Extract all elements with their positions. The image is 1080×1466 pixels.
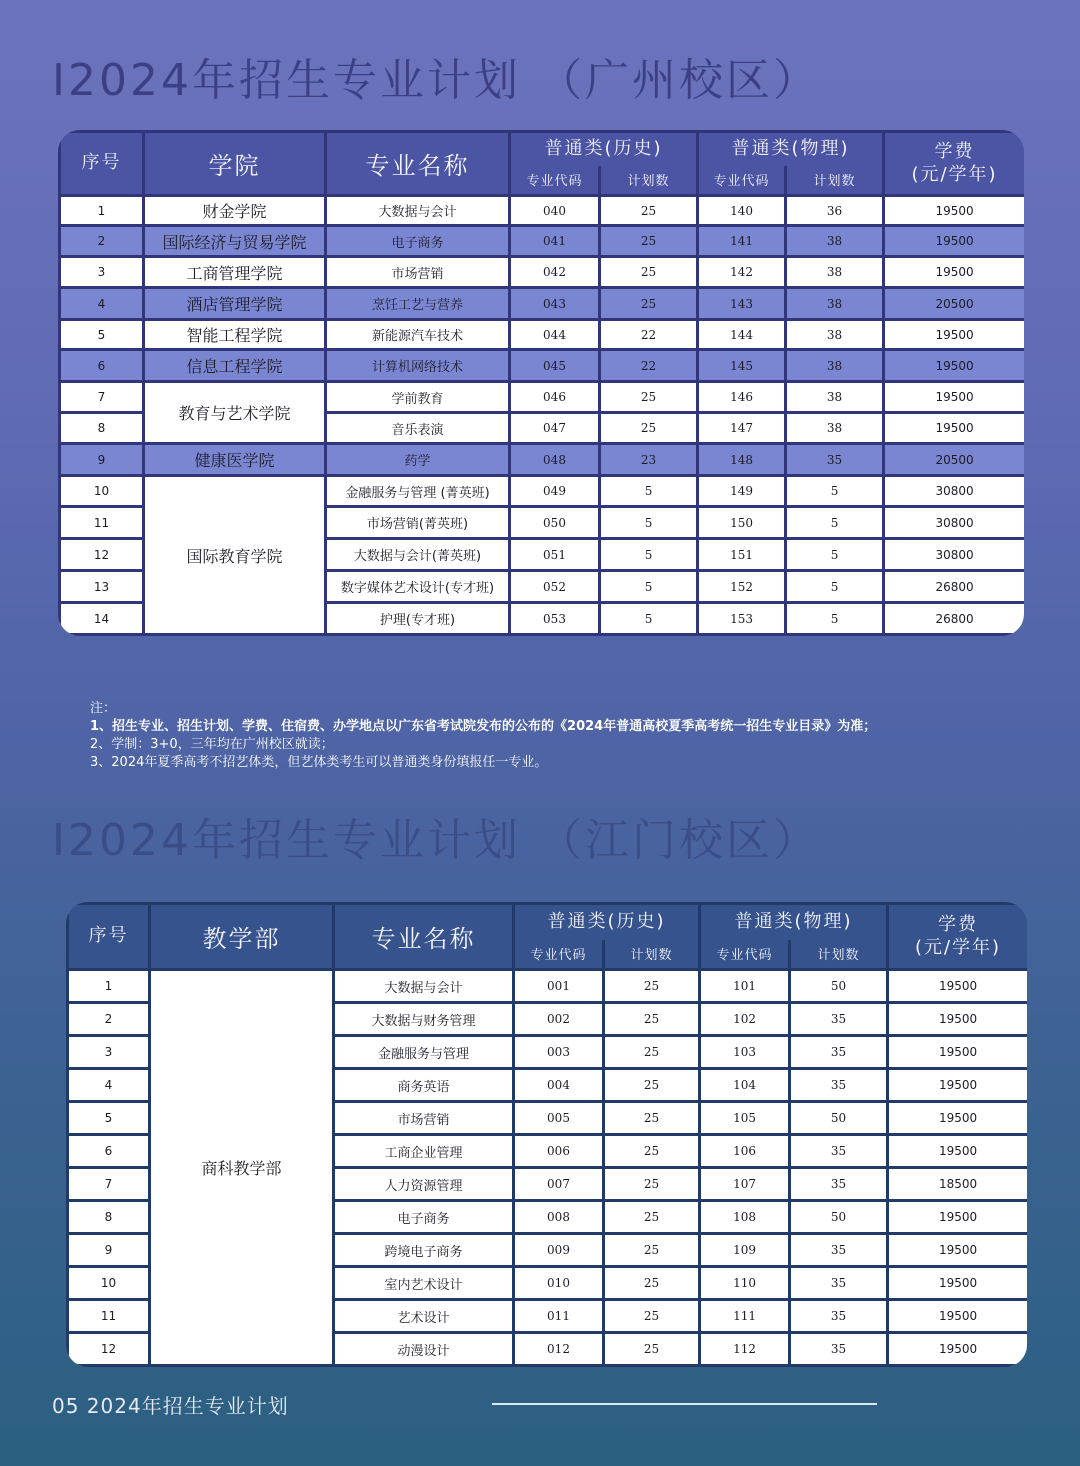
physics-code: 101 [700,970,790,1003]
table-row [60,257,1025,288]
header-physics: 普通类(物理) [698,132,884,166]
notes [90,700,1050,772]
physics-code: 145 [698,350,786,382]
table-row [60,444,1025,476]
physics-code: 141 [698,226,786,257]
history-code: 044 [510,320,600,350]
jm-header-fee-line1: 学费 [938,914,979,935]
row-index: 7 [60,382,144,413]
physics-code: 148 [698,444,786,476]
history-code: 053 [510,603,600,635]
tuition-fee: 26800 [884,571,1024,603]
table-row [60,476,1025,507]
physics-code: 143 [698,288,786,320]
history-plan: 25 [604,1003,700,1036]
history-plan: 23 [600,444,698,476]
physics-code: 108 [700,1201,790,1234]
history-code: 041 [510,226,600,257]
college-name: 国际教育学院 [144,476,326,635]
physics-plan: 50 [790,970,888,1003]
tuition-fee: 30800 [884,507,1024,539]
tuition-fee: 19500 [884,382,1024,413]
physics-plan: 5 [786,571,884,603]
history-plan: 25 [604,1036,700,1069]
major-name: 商务英语 [334,1069,514,1102]
major-name: 电子商务 [334,1201,514,1234]
tuition-fee: 19500 [888,1333,1027,1366]
tuition-fee: 19500 [888,1300,1027,1333]
row-index: 4 [68,1069,150,1102]
header-history-plan: 计划数 [600,166,698,196]
tuition-fee: 19500 [888,1135,1027,1168]
row-index: 11 [68,1300,150,1333]
history-plan: 25 [600,196,698,226]
physics-code: 106 [700,1135,790,1168]
tuition-fee: 19500 [888,1201,1027,1234]
tuition-fee: 19500 [888,1102,1027,1135]
physics-code: 140 [698,196,786,226]
major-name: 大数据与财务管理 [334,1003,514,1036]
physics-plan: 35 [790,1168,888,1201]
row-index: 6 [68,1135,150,1168]
history-code: 007 [514,1168,604,1201]
history-code: 045 [510,350,600,382]
header-physics-plan: 计划数 [786,166,884,196]
history-plan: 25 [604,1102,700,1135]
row-index: 10 [68,1267,150,1300]
physics-code: 107 [700,1168,790,1201]
history-plan: 25 [604,1135,700,1168]
row-index: 12 [68,1333,150,1366]
major-name: 药学 [326,444,510,476]
physics-plan: 35 [790,1267,888,1300]
major-name: 市场营销 [334,1102,514,1135]
physics-code: 151 [698,539,786,571]
jm-header-fee [888,904,1027,970]
physics-code: 152 [698,571,786,603]
history-plan: 25 [600,413,698,444]
physics-code: 147 [698,413,786,444]
row-index: 5 [68,1102,150,1135]
history-plan: 25 [600,257,698,288]
major-name: 艺术设计 [334,1300,514,1333]
history-plan: 22 [600,320,698,350]
jm-header-physics: 普通类(物理) [700,904,888,940]
physics-plan: 38 [786,288,884,320]
row-index: 8 [68,1201,150,1234]
history-code: 010 [514,1267,604,1300]
physics-plan: 38 [786,413,884,444]
table-row [60,226,1025,257]
history-code: 042 [510,257,600,288]
table-row [60,350,1025,382]
major-name: 学前教育 [326,382,510,413]
history-code: 049 [510,476,600,507]
row-index: 6 [60,350,144,382]
tuition-fee: 19500 [884,413,1024,444]
physics-plan: 35 [790,1300,888,1333]
jm-header-fee-line2: (元/学年) [914,936,1002,958]
table-row [60,196,1025,226]
history-code: 046 [510,382,600,413]
history-code: 003 [514,1036,604,1069]
major-name: 音乐表演 [326,413,510,444]
tuition-fee: 19500 [888,970,1027,1003]
row-index: 8 [60,413,144,444]
header-fee-line1: 学费 [934,141,975,162]
tuition-fee: 19500 [888,1069,1027,1102]
tuition-fee: 19500 [888,1267,1027,1300]
physics-plan: 38 [786,350,884,382]
major-name: 金融服务与管理 (菁英班) [326,476,510,507]
physics-plan: 50 [790,1102,888,1135]
row-index: 13 [60,571,144,603]
history-plan: 25 [604,970,700,1003]
physics-plan: 5 [786,507,884,539]
history-code: 004 [514,1069,604,1102]
history-plan: 5 [600,603,698,635]
history-code: 005 [514,1102,604,1135]
footer-divider [492,1403,877,1405]
history-plan: 25 [600,382,698,413]
physics-code: 105 [700,1102,790,1135]
major-name: 护理(专才班) [326,603,510,635]
physics-plan: 50 [790,1201,888,1234]
jm-header-physics-plan: 计划数 [790,940,888,970]
header-physics-code: 专业代码 [698,166,786,196]
guangzhou-plan-table [58,130,1024,636]
physics-plan: 35 [790,1234,888,1267]
college-name: 工商管理学院 [144,257,326,288]
note-1: 1、招生专业、招生计划、学费、住宿费、办学地点以广东省考试院发布的公布的《2024年普通高校夏季高考统一招生专业目录》为准； [90,719,877,734]
history-plan: 25 [604,1168,700,1201]
physics-code: 144 [698,320,786,350]
row-index: 1 [60,196,144,226]
guangzhou-title: I2024年招生专业计划 （广州校区） [52,55,820,106]
physics-plan: 35 [790,1333,888,1366]
history-plan: 25 [604,1201,700,1234]
jm-header-history-plan: 计划数 [604,940,700,970]
physics-plan: 5 [786,476,884,507]
physics-plan: 38 [786,382,884,413]
major-name: 烹饪工艺与营养 [326,288,510,320]
history-code: 008 [514,1201,604,1234]
jm-header-history-code: 专业代码 [514,940,604,970]
header-index: 序号 [60,132,144,196]
history-plan: 5 [600,507,698,539]
jiangmen-plan-table [66,902,1027,1367]
jm-header-physics-code: 专业代码 [700,940,790,970]
header-history: 普通类(历史) [510,132,698,166]
header-fee-line2: (元/学年) [911,163,998,185]
tuition-fee: 19500 [884,320,1024,350]
major-name: 数字媒体艺术设计(专才班) [326,571,510,603]
history-plan: 25 [600,288,698,320]
row-index: 3 [68,1036,150,1069]
physics-code: 111 [700,1300,790,1333]
physics-plan: 38 [786,226,884,257]
tuition-fee: 19500 [884,196,1024,226]
college-name: 教育与艺术学院 [144,382,326,444]
physics-plan: 38 [786,320,884,350]
history-plan: 25 [600,226,698,257]
physics-plan: 35 [790,1036,888,1069]
row-index: 3 [60,257,144,288]
history-plan: 25 [604,1300,700,1333]
physics-code: 150 [698,507,786,539]
note-3: 3、2024年夏季高考不招艺体类，但艺体类考生可以普通类身份填报任一专业。 [90,755,548,770]
college-name: 智能工程学院 [144,320,326,350]
note-2: 2、学制：3+0，三年均在广州校区就读； [90,737,334,752]
jm-header-history: 普通类(历史) [514,904,700,940]
row-index: 2 [68,1003,150,1036]
footer-page-label: 05 2024年招生专业计划 [52,1394,289,1418]
history-plan: 25 [604,1333,700,1366]
table-row [68,970,1028,1003]
tuition-fee: 30800 [884,539,1024,571]
major-name: 工商企业管理 [334,1135,514,1168]
row-index: 14 [60,603,144,635]
jm-header-major: 专业名称 [334,904,514,970]
tuition-fee: 19500 [888,1003,1027,1036]
physics-code: 153 [698,603,786,635]
tuition-fee: 19500 [888,1234,1027,1267]
row-index: 7 [68,1168,150,1201]
physics-plan: 35 [790,1069,888,1102]
major-name: 市场营销(菁英班) [326,507,510,539]
history-plan: 25 [604,1069,700,1102]
tuition-fee: 19500 [884,350,1024,382]
major-name: 新能源汽车技术 [326,320,510,350]
history-code: 009 [514,1234,604,1267]
major-name: 市场营销 [326,257,510,288]
notes-heading: 注： [90,701,117,716]
tuition-fee: 19500 [888,1036,1027,1069]
history-code: 011 [514,1300,604,1333]
physics-plan: 35 [786,444,884,476]
row-index: 12 [60,539,144,571]
jm-header-dept: 教学部 [150,904,334,970]
physics-code: 102 [700,1003,790,1036]
physics-plan: 36 [786,196,884,226]
history-plan: 22 [600,350,698,382]
physics-plan: 5 [786,539,884,571]
table-row [60,320,1025,350]
major-name: 金融服务与管理 [334,1036,514,1069]
physics-code: 146 [698,382,786,413]
major-name: 电子商务 [326,226,510,257]
row-index: 2 [60,226,144,257]
tuition-fee: 20500 [884,288,1024,320]
history-plan: 5 [600,476,698,507]
major-name: 大数据与会计 [334,970,514,1003]
history-code: 006 [514,1135,604,1168]
history-code: 051 [510,539,600,571]
college-name: 健康医学院 [144,444,326,476]
major-name: 大数据与会计(菁英班) [326,539,510,571]
major-name: 室内艺术设计 [334,1267,514,1300]
history-plan: 5 [600,539,698,571]
header-college: 学院 [144,132,326,196]
dept-name: 商科教学部 [150,970,334,1366]
major-name: 动漫设计 [334,1333,514,1366]
major-name: 跨境电子商务 [334,1234,514,1267]
row-index: 1 [68,970,150,1003]
header-major: 专业名称 [326,132,510,196]
tuition-fee: 18500 [888,1168,1027,1201]
jm-header-index: 序号 [68,904,150,970]
header-history-code: 专业代码 [510,166,600,196]
history-code: 040 [510,196,600,226]
physics-code: 104 [700,1069,790,1102]
physics-code: 112 [700,1333,790,1366]
history-code: 052 [510,571,600,603]
physics-plan: 35 [790,1003,888,1036]
history-plan: 25 [604,1267,700,1300]
history-code: 001 [514,970,604,1003]
major-name: 大数据与会计 [326,196,510,226]
row-index: 10 [60,476,144,507]
history-code: 048 [510,444,600,476]
physics-code: 110 [700,1267,790,1300]
table-row [60,288,1025,320]
history-code: 050 [510,507,600,539]
major-name: 计算机网络技术 [326,350,510,382]
physics-plan: 5 [786,603,884,635]
tuition-fee: 26800 [884,603,1024,635]
physics-plan: 35 [790,1135,888,1168]
tuition-fee: 30800 [884,476,1024,507]
row-index: 9 [60,444,144,476]
tuition-fee: 19500 [884,257,1024,288]
header-fee [884,132,1024,196]
college-name: 酒店管理学院 [144,288,326,320]
major-name: 人力资源管理 [334,1168,514,1201]
college-name: 信息工程学院 [144,350,326,382]
physics-plan: 38 [786,257,884,288]
history-plan: 25 [604,1234,700,1267]
tuition-fee: 19500 [884,226,1024,257]
physics-code: 142 [698,257,786,288]
row-index: 5 [60,320,144,350]
row-index: 4 [60,288,144,320]
history-code: 002 [514,1003,604,1036]
college-name: 国际经济与贸易学院 [144,226,326,257]
physics-code: 149 [698,476,786,507]
jiangmen-title: I2024年招生专业计划 （江门校区） [52,815,820,866]
history-code: 047 [510,413,600,444]
history-code: 043 [510,288,600,320]
table-row [60,382,1025,413]
college-name: 财金学院 [144,196,326,226]
row-index: 11 [60,507,144,539]
row-index: 9 [68,1234,150,1267]
tuition-fee: 20500 [884,444,1024,476]
physics-code: 103 [700,1036,790,1069]
history-plan: 5 [600,571,698,603]
history-code: 012 [514,1333,604,1366]
physics-code: 109 [700,1234,790,1267]
